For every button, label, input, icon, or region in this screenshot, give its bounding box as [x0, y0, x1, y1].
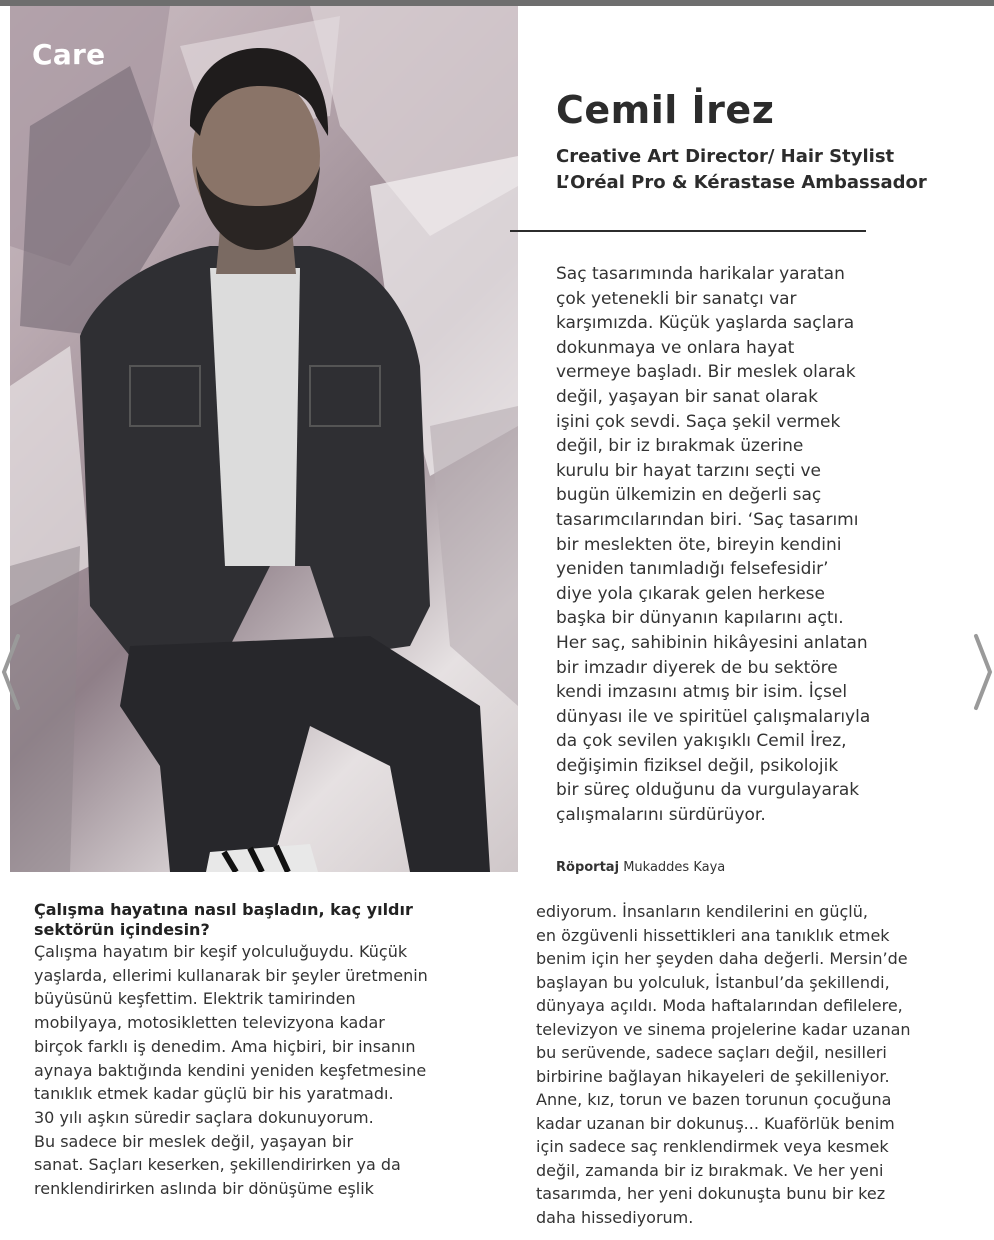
divider-rule	[510, 230, 866, 232]
credit-label: Röportaj	[556, 860, 620, 875]
answer-line: birçok farklı iş denedim. Ama hiçbiri, bir insanın	[34, 1036, 416, 1056]
chevron-right-icon[interactable]	[972, 632, 994, 712]
intro-paragraph	[556, 262, 916, 828]
intro-line: Saç tasarımında harikalar yaratan	[556, 264, 845, 284]
intro-line: değil, bir iz bırakmak üzerine	[556, 436, 804, 457]
answer-line: aynaya baktığında kendini yeniden keşfetmesine	[34, 1060, 427, 1080]
intro-line: bir imzadır diyerek de bu sektöre	[556, 657, 838, 678]
intro-line: dokunmaya ve onlara hayat	[556, 337, 795, 358]
intro-line: bir meslekten öte, bireyin kendini	[556, 534, 842, 555]
answer-line: renklendirirken aslında bir dönüşüme eşlik	[34, 1179, 374, 1199]
answer-line: başlayan bu yolculuk, İstanbul’da şekillendi,	[536, 972, 890, 992]
intro-line: kurulu bir hayat tarzını seçti ve	[556, 460, 822, 481]
question-line: sektörün içindesin?	[34, 920, 210, 939]
portrait-illustration	[10, 6, 518, 872]
intro-line: bir süreç olduğunu da vurgulayarak	[556, 780, 860, 801]
answer-line: televizyon ve sinema projelerine kadar uzanan	[536, 1019, 911, 1039]
answer-line: 30 yılı aşkın süredir saçlara dokunuyorum.	[34, 1107, 374, 1127]
answer-line: birbirine bağlayan hikayeleri de şekilleniyor.	[536, 1066, 890, 1086]
answer-line: büyüsünü keşfettim. Elektrik tamirinden	[34, 989, 356, 1009]
answer-line: sanat. Saçları keserken, şekillendirirken ya da	[34, 1155, 401, 1175]
answer-line: Çalışma hayatım bir keşif yolculuğuydu. Küçük	[34, 942, 408, 961]
answer-line: tasarımda, her yeni dokunuşta bunu bir kez	[536, 1184, 886, 1203]
answer-line: mobilyaya, motosikletten televizyona kadar	[34, 1013, 385, 1033]
answer-line: yaşlarda, ellerimi kullanarak bir şeyler üretmenin	[34, 965, 428, 985]
intro-line: işini çok sevdi. Saça şekil vermek	[556, 411, 841, 432]
intro-line: Her saç, sahibinin hikâyesini anlatan	[556, 632, 868, 653]
intro-line: değil, yaşayan bir sanat olarak	[556, 386, 818, 407]
intro-line: diye yola çıkarak gelen herkese	[556, 583, 825, 604]
answer-line: Bu sadece bir meslek değil, yaşayan bir	[34, 1131, 354, 1151]
answer-line: için sadece saç renklendirmek veya kesmek	[536, 1137, 889, 1156]
interview-credit	[556, 860, 725, 875]
question-line: Çalışma hayatına nasıl başladın, kaç yıldır	[34, 900, 413, 919]
portrait-photo	[10, 6, 518, 872]
intro-line: değişimin fiziksel değil, psikolojik	[556, 755, 839, 776]
intro-line: kendi imzasını atmış bir isim. İçsel	[556, 682, 848, 703]
credit-name: Mukaddes Kaya	[623, 860, 726, 875]
intro-line: başka bir dünyanın kapılarını açtı.	[556, 608, 844, 629]
answer-line: en özgüvenli hissettikleri ana tanıklık etmek	[536, 925, 890, 945]
answer-line: tanıklık etmek kadar güçlü bir his yaratmadı.	[34, 1084, 394, 1104]
intro-line: bugün ülkemizin en değerli saç	[556, 485, 822, 506]
role-line-2: L’Oréal Pro & Kérastase Ambassador	[556, 172, 927, 193]
intro-line: yeniden tanımladığı felsefesidir’	[556, 559, 829, 580]
answer-line: dünyaya açıldı. Moda haftalarından defilelere,	[536, 996, 903, 1015]
section-label: Care	[32, 38, 106, 71]
chevron-left-icon[interactable]	[0, 632, 22, 712]
person-name: Cemil İrez	[556, 88, 775, 132]
intro-line: çalışmalarını sürdürüyor.	[556, 805, 766, 826]
answer-line: Anne, kız, torun ve bazen torunun çocuğuna	[536, 1090, 892, 1109]
answer-line: ediyorum. İnsanların kendilerini en güçlü,	[536, 902, 868, 921]
intro-line: çok yetenekli bir sanatçı var	[556, 288, 797, 309]
intro-line: karşımızda. Küçük yaşlarda saçlara	[556, 313, 855, 334]
intro-line: dünyası ile ve spiritüel çalışmalarıyla	[556, 706, 871, 727]
answer-line: değil, zamanda bir iz bırakmak. Ve her yeni	[536, 1160, 884, 1180]
left-column	[34, 900, 504, 1201]
intro-line: tasarımcılarından biri. ‘Saç tasarımı	[556, 509, 859, 530]
role-line-1: Creative Art Director/ Hair Stylist	[556, 146, 895, 167]
answer-line: bu serüvende, sadece saçları değil, nesilleri	[536, 1043, 887, 1062]
answer-line: benim için her şeyden daha değerli. Mersin’de	[536, 949, 908, 968]
answer-line: daha hissediyorum.	[536, 1207, 694, 1227]
intro-line: vermeye başladı. Bir meslek olarak	[556, 362, 856, 383]
right-column	[536, 900, 976, 1229]
answer-line: kadar uzanan bir dokunuş... Kuaförlük benim	[536, 1113, 895, 1133]
intro-line: da çok sevilen yakışıklı Cemil İrez,	[556, 731, 847, 752]
